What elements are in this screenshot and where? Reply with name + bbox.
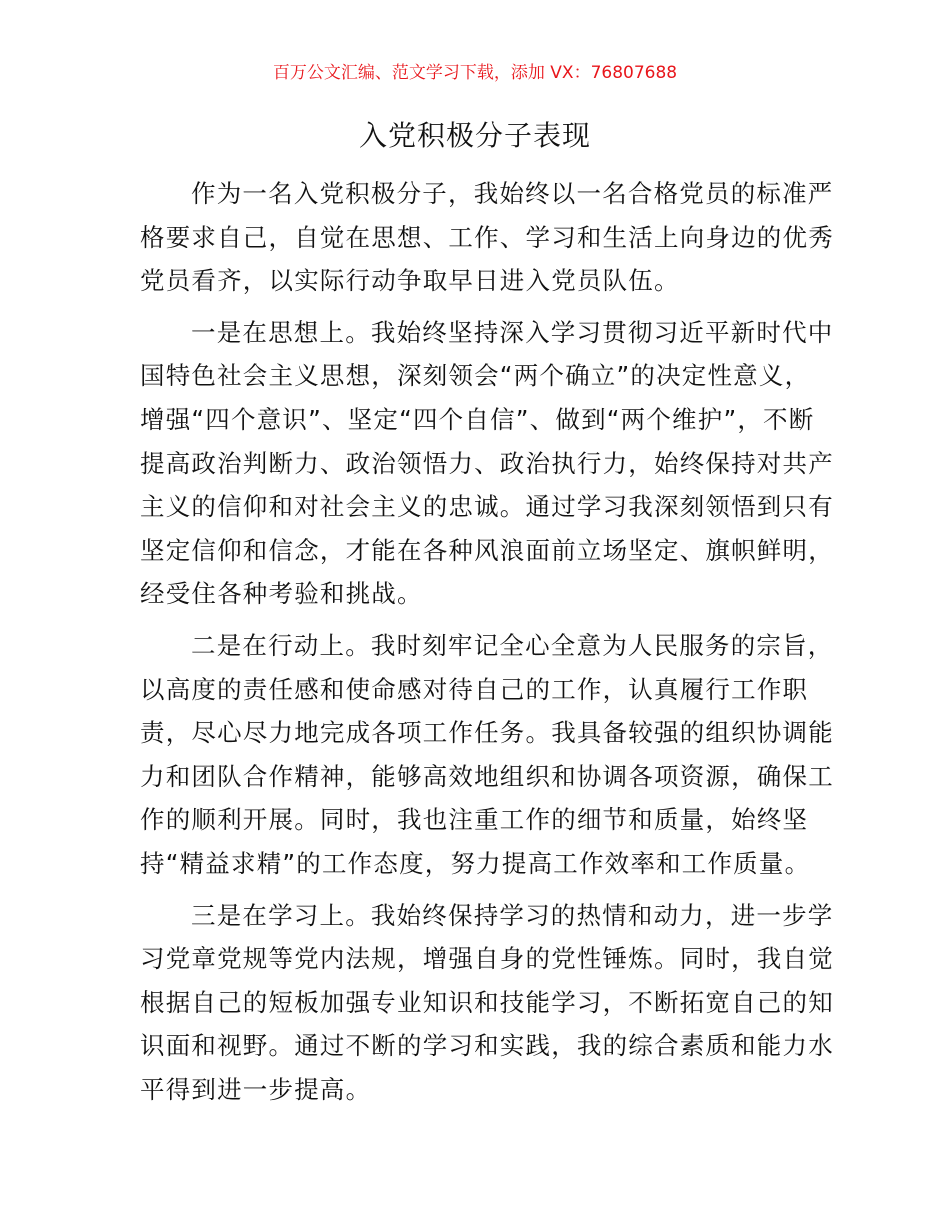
document-body <box>140 172 834 1119</box>
text-line: 持“精益求精”的工作态度，努力提高工作效率和工作质量。 <box>140 848 811 878</box>
text-line: 二是在行动上。我时刻牢记全心全意为人民服务的宗旨， <box>191 630 834 660</box>
text-line: 根据自己的短板加强专业知识和技能学习，不断拓宽自己的知 <box>140 987 834 1017</box>
text-line: 提高政治判断力、政治领悟力、政治执行力，始终保持对共产 <box>140 448 834 478</box>
paragraph <box>140 172 834 303</box>
text-line: 一是在思想上。我始终坚持深入学习贯彻习近平新时代中 <box>191 317 834 347</box>
text-line: 识面和视野。通过不断的学习和实践，我的综合素质和能力水 <box>140 1031 834 1061</box>
text-line: 增强“四个意识”、坚定“四个自信”、做到“两个维护”，不断 <box>140 404 815 434</box>
header-watermark-text: 百万公文汇编、范文学习下载，添加 VX：76807688 <box>272 63 678 83</box>
text-line: 格要求自己，自觉在思想、工作、学习和生活上向身边的优秀 <box>140 222 834 252</box>
paragraph <box>140 311 834 616</box>
text-line: 作为一名入党积极分子，我始终以一名合格党员的标准严 <box>191 179 834 208</box>
paragraph <box>140 894 834 1112</box>
text-line: 作的顺利开展。同时，我也注重工作的细节和质量，始终坚 <box>140 805 809 835</box>
paragraph <box>140 624 834 886</box>
text-line: 力和团队合作精神，能够高效地组织和协调各项资源，确保工 <box>140 761 834 791</box>
text-line: 习党章党规等党内法规，增强自身的党性锤炼。同时，我自觉 <box>140 944 834 974</box>
text-line: 国特色社会主义思想，深刻领会“两个确立”的决定性意义， <box>140 361 811 391</box>
text-line: 以高度的责任感和使命感对待自己的工作，认真履行工作职 <box>140 674 809 704</box>
document-title: 入党积极分子表现 <box>358 119 591 152</box>
text-line: 责，尽心尽力地完成各项工作任务。我具备较强的组织协调能 <box>140 718 834 748</box>
text-line: 主义的信仰和对社会主义的忠诚。通过学习我深刻领悟到只有 <box>140 492 834 522</box>
text-line: 经受住各种考验和挑战。 <box>140 579 423 609</box>
text-line: 三是在学习上。我始终保持学习的热情和动力，进一步学 <box>191 900 834 930</box>
text-line: 党员看齐，以实际行动争取早日进入党员队伍。 <box>140 266 680 296</box>
text-line: 坚定信仰和信念，才能在各种风浪面前立场坚定、旗帜鲜明， <box>140 535 834 565</box>
text-line: 平得到进一步提高。 <box>140 1074 372 1104</box>
